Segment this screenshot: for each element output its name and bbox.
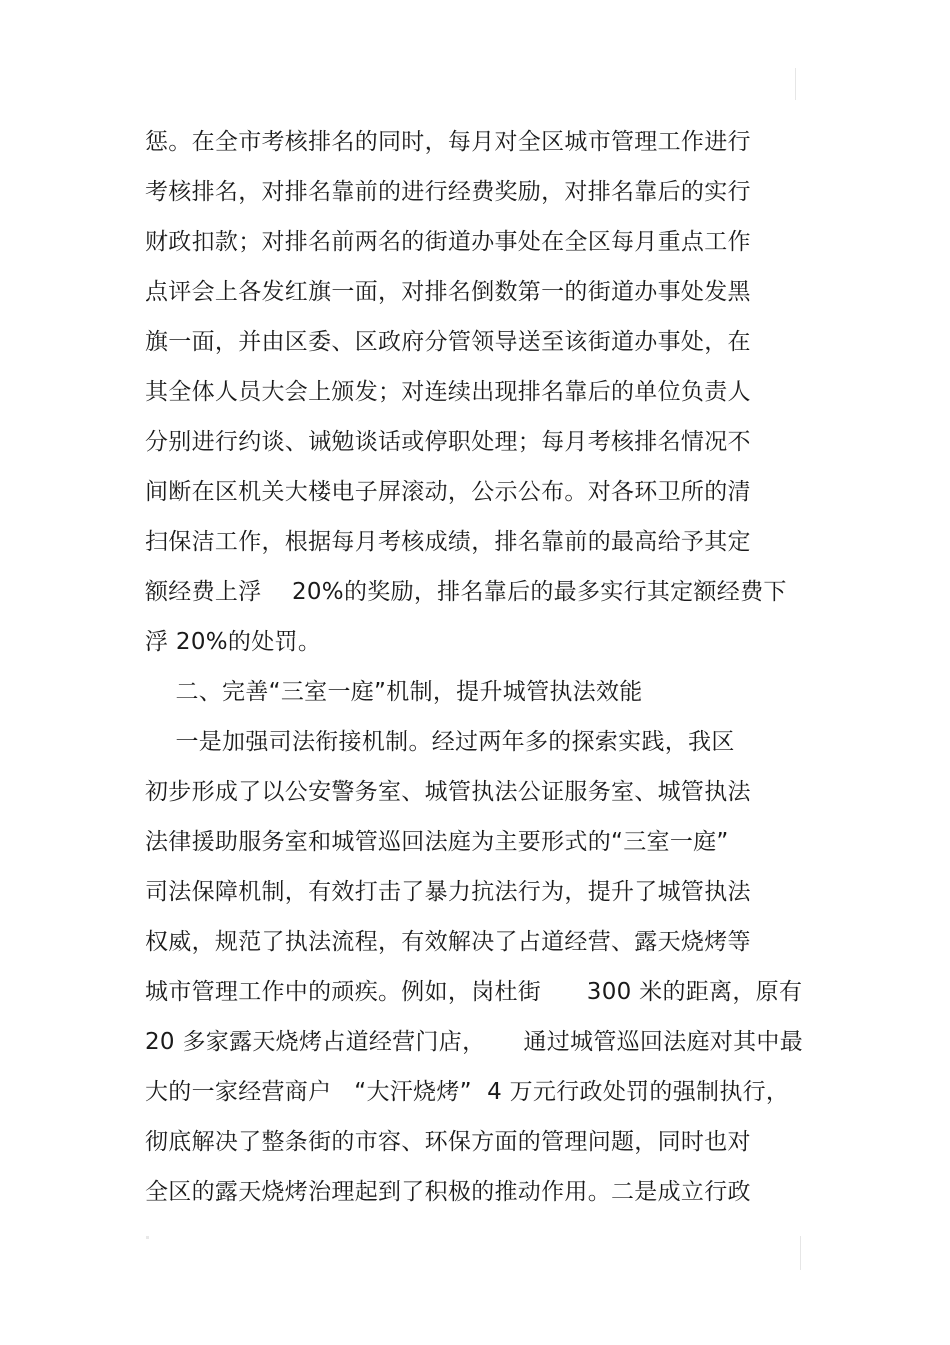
page-edge-mark: [800, 1236, 801, 1270]
section-heading: 二、完善“三室一庭”机制，提升城管执法效能: [145, 679, 643, 705]
text-line: 大的一家经营商户 “大汗烧烤” 4 万元行政处罚的强制执行，: [145, 1079, 790, 1105]
text-line: 权威，规范了执法流程，有效解决了占道经营、露天烧烤等: [145, 929, 751, 955]
text-line: 其全体人员大会上颁发；对连续出现排名靠后的单位负责人: [145, 379, 751, 405]
text-line: 扫保洁工作，根据每月考核成绩，排名靠前的最高给予其定: [145, 529, 751, 555]
text-line: 考核排名，对排名靠前的进行经费奖励，对排名靠后的实行: [145, 179, 751, 205]
text-line: 分别进行约谈、诫勉谈话或停职处理；每月考核排名情况不: [145, 429, 751, 455]
page-edge-mark: [795, 68, 796, 100]
text-line: 点评会上各发红旗一面，对排名倒数第一的街道办事处发黑: [145, 279, 751, 305]
text-line: 旗一面，并由区委、区政府分管领导送至该街道办事处，在: [145, 329, 751, 355]
text-line: 间断在区机关大楼电子屏滚动，公示公布。对各环卫所的清: [145, 479, 751, 505]
text-line: 初步形成了以公安警务室、城管执法公证服务室、城管执法: [145, 779, 751, 805]
text-line: 城市管理工作中的顽疾。例如，岗杜街 300 米的距离，原有: [145, 979, 803, 1005]
text-line: 司法保障机制，有效打击了暴力抗法行为，提升了城管执法: [145, 879, 751, 905]
text-line: 财政扣款；对排名前两名的街道办事处在全区每月重点工作: [145, 229, 751, 255]
text-line: 额经费上浮 20%的奖励，排名靠后的最多实行其定额经费下: [145, 579, 787, 605]
text-line: 法律援助服务室和城管巡回法庭为主要形式的“三室一庭”: [145, 829, 729, 855]
text-line: 全区的露天烧烤治理起到了积极的推动作用。二是成立行政: [145, 1179, 751, 1205]
text-line: 惩。在全市考核排名的同时，每月对全区城市管理工作进行: [145, 129, 751, 155]
text-line: 彻底解决了整条街的市容、环保方面的管理问题，同时也对: [145, 1129, 751, 1155]
text-line: 一是加强司法衔接机制。经过两年多的探索实践，我区: [145, 729, 735, 755]
text-line: 浮 20%的处罚。: [145, 629, 322, 655]
page-edge-mark: [146, 1236, 149, 1239]
text-line: 20 多家露天烧烤占道经营门店， 通过城管巡回法庭对其中最: [145, 1029, 804, 1055]
